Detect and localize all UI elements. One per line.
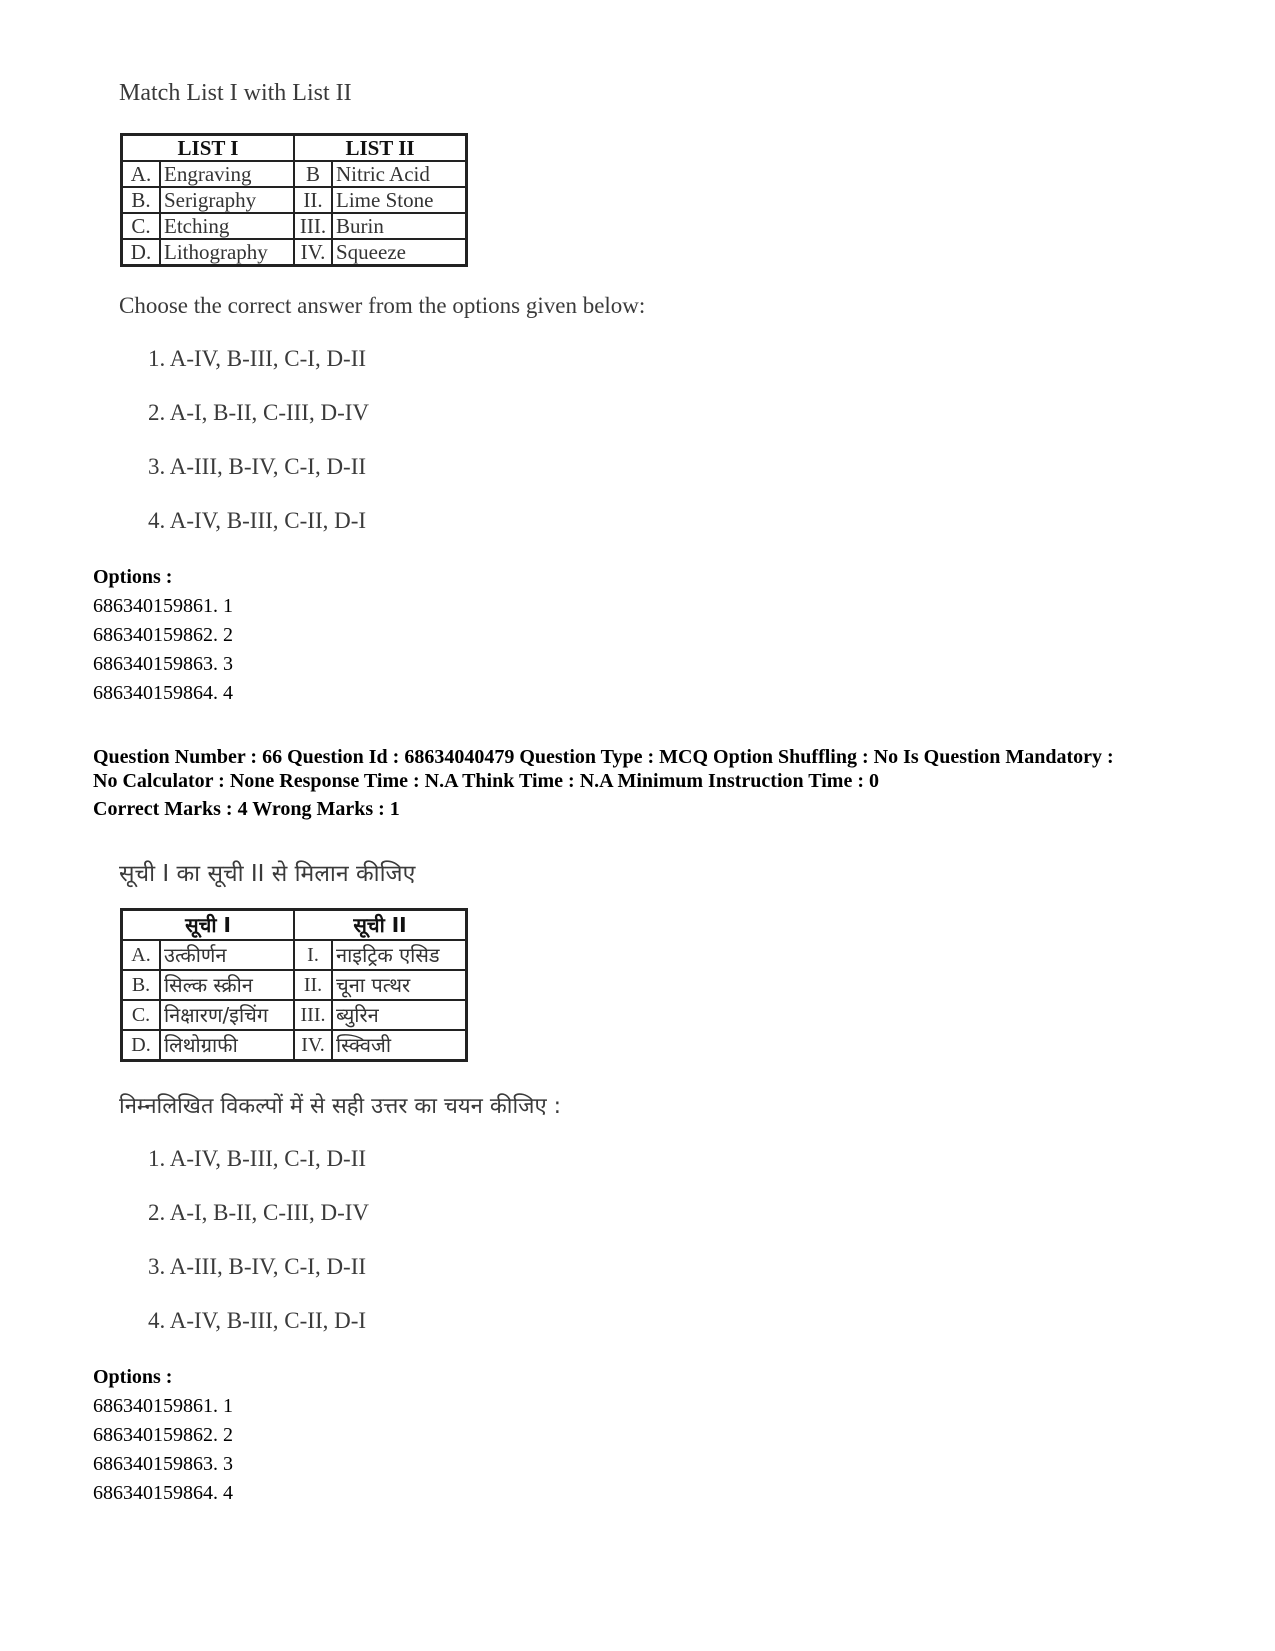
list-2-label: III.: [294, 213, 332, 239]
question-meta-line-2: No Calculator : None Response Time : N.A Think Time : N.A Minimum Instruction Time : 0: [93, 770, 879, 792]
list-2-label: II.: [294, 187, 332, 213]
list-1-label: C.: [122, 1000, 161, 1030]
table-row: [122, 1030, 467, 1061]
answer-choice-1: 1. A-IV, B-III, C-I, D-II: [148, 1146, 367, 1171]
answer-choice-3: 3. A-III, B-IV, C-I, D-II: [148, 1254, 367, 1279]
table-header-row: [122, 135, 467, 162]
option-id-2: 686340159862. 2: [93, 624, 233, 646]
table-row: [122, 161, 467, 187]
list-1-label: B.: [122, 187, 161, 213]
list-2-label: I.: [294, 940, 332, 970]
list-1-item: निक्षारण/इचिंग: [160, 1000, 294, 1030]
table-row: [122, 970, 467, 1000]
question-meta-line-1: Question Number : 66 Question Id : 68634040479 Question Type : MCQ Option Shuffling : No Is Question Mandatory :: [93, 746, 1114, 768]
list-1-item: Etching: [160, 213, 294, 239]
answer-choice-4: 4. A-IV, B-III, C-II, D-I: [148, 1308, 367, 1333]
list-1-item: Engraving: [160, 161, 294, 187]
list-2-header: सूची II: [294, 910, 467, 941]
list-1-label: D.: [122, 239, 161, 266]
table-row: [122, 239, 467, 266]
list-2-label: IV.: [294, 1030, 332, 1061]
options-heading: Options :: [93, 566, 173, 588]
answer-choice-1: 1. A-IV, B-III, C-I, D-II: [148, 346, 367, 371]
list-2-label: III.: [294, 1000, 332, 1030]
list-2-label: IV.: [294, 239, 332, 266]
list-1-label: A.: [122, 161, 161, 187]
answer-choice-2: 2. A-I, B-II, C-III, D-IV: [148, 1200, 369, 1225]
list-2-item: Nitric Acid: [332, 161, 467, 187]
list-1-label: D.: [122, 1030, 161, 1061]
match-table-hindi: [120, 908, 468, 1062]
options-heading: Options :: [93, 1366, 173, 1388]
table-header-row: [122, 910, 467, 941]
answer-choice-3: 3. A-III, B-IV, C-I, D-II: [148, 454, 367, 479]
list-1-item: लिथोग्राफी: [160, 1030, 294, 1061]
list-2-header: LIST II: [294, 135, 467, 162]
option-id-2: 686340159862. 2: [93, 1424, 233, 1446]
question-marks: Correct Marks : 4 Wrong Marks : 1: [93, 798, 400, 820]
question-1-instruction: Choose the correct answer from the options given below:: [119, 293, 646, 318]
list-2-item: Squeeze: [332, 239, 467, 266]
list-2-label: B: [294, 161, 332, 187]
list-2-item: स्क्विजी: [332, 1030, 467, 1061]
list-1-label: B.: [122, 970, 161, 1000]
list-2-item: Burin: [332, 213, 467, 239]
list-1-header: सूची I: [122, 910, 295, 941]
list-1-header: LIST I: [122, 135, 295, 162]
table-row: [122, 940, 467, 970]
option-id-1: 686340159861. 1: [93, 595, 233, 617]
answer-choice-4: 4. A-IV, B-III, C-II, D-I: [148, 508, 367, 533]
list-2-item: ब्युरिन: [332, 1000, 467, 1030]
match-table-english: [120, 133, 468, 267]
option-id-4: 686340159864. 4: [93, 1482, 233, 1504]
table-row: [122, 1000, 467, 1030]
question-2-instruction: निम्नलिखित विकल्पों में से सही उत्तर का चयन कीजिए :: [119, 1094, 562, 1119]
list-2-item: नाइट्रिक एसिड: [332, 940, 467, 970]
question-2-intro: सूची I का सूची II से मिलान कीजिए: [119, 861, 416, 887]
list-2-label: II.: [294, 970, 332, 1000]
list-1-label: A.: [122, 940, 161, 970]
list-1-item: सिल्क स्क्रीन: [160, 970, 294, 1000]
list-1-item: Serigraphy: [160, 187, 294, 213]
option-id-1: 686340159861. 1: [93, 1395, 233, 1417]
table-row: [122, 187, 467, 213]
option-id-4: 686340159864. 4: [93, 682, 233, 704]
option-id-3: 686340159863. 3: [93, 1453, 233, 1475]
list-1-label: C.: [122, 213, 161, 239]
answer-choice-2: 2. A-I, B-II, C-III, D-IV: [148, 400, 369, 425]
list-1-item: Lithography: [160, 239, 294, 266]
option-id-3: 686340159863. 3: [93, 653, 233, 675]
list-2-item: Lime Stone: [332, 187, 467, 213]
question-1-intro: Match List I with List II: [119, 80, 352, 106]
list-1-item: उत्कीर्णन: [160, 940, 294, 970]
list-2-item: चूना पत्थर: [332, 970, 467, 1000]
table-row: [122, 213, 467, 239]
